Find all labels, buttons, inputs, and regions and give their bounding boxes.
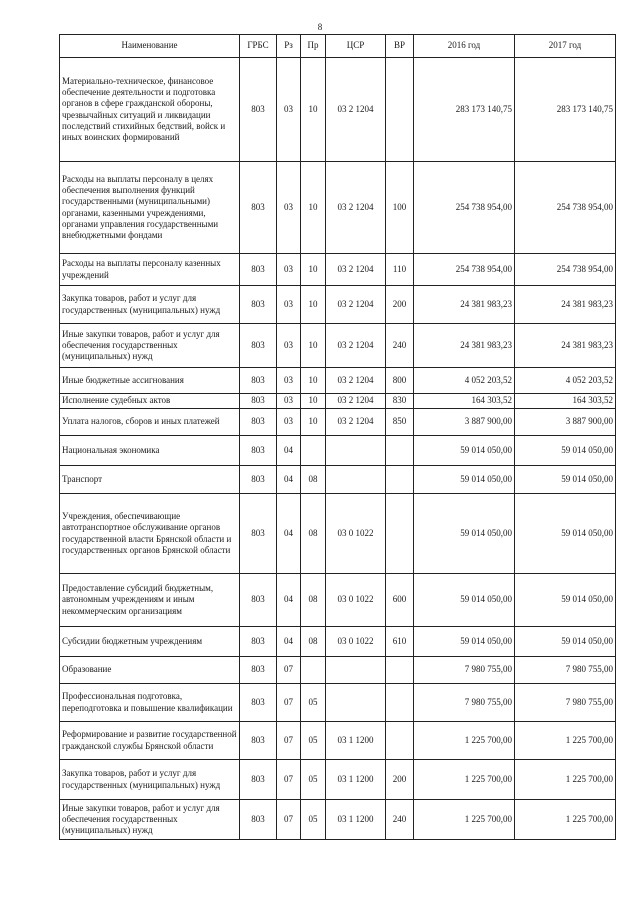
cell-pr: 05 (301, 722, 326, 760)
cell-name: Закупка товаров, работ и услуг для государственных (муниципальных) нужд (60, 286, 240, 324)
table-row (60, 394, 616, 409)
cell-grbs: 803 (240, 286, 277, 324)
cell-name: Транспорт (60, 466, 240, 494)
cell-2016: 7 980 755,00 (414, 684, 515, 722)
table-row (60, 368, 616, 394)
cell-grbs: 803 (240, 627, 277, 657)
cell-2016: 59 014 050,00 (414, 627, 515, 657)
cell-2017: 1 225 700,00 (515, 800, 616, 840)
cell-name: Профессиональная подготовка, переподготовка и повышение квалификации (60, 684, 240, 722)
cell-vr (386, 494, 414, 574)
cell-2017: 1 225 700,00 (515, 722, 616, 760)
cell-name: Образование (60, 657, 240, 684)
cell-name: Учреждения, обеспечивающие автотранспортное обслуживание органов государственной власти Брянской области и государственных органов Брянской области (60, 494, 240, 574)
cell-name: Расходы на выплаты персоналу казенных учреждений (60, 254, 240, 286)
cell-2017: 59 014 050,00 (515, 574, 616, 627)
cell-grbs: 803 (240, 162, 277, 254)
cell-pr (301, 657, 326, 684)
cell-2017: 59 014 050,00 (515, 466, 616, 494)
table-row (60, 657, 616, 684)
cell-name: Исполнение судебных актов (60, 394, 240, 409)
cell-name: Иные бюджетные ассигнования (60, 368, 240, 394)
cell-vr: 240 (386, 324, 414, 368)
cell-grbs: 803 (240, 494, 277, 574)
cell-2016: 59 014 050,00 (414, 436, 515, 466)
cell-2016: 24 381 983,23 (414, 324, 515, 368)
cell-rz: 03 (277, 394, 301, 409)
cell-csr (326, 684, 386, 722)
cell-pr: 10 (301, 394, 326, 409)
cell-2016: 254 738 954,00 (414, 162, 515, 254)
table-row (60, 494, 616, 574)
cell-grbs: 803 (240, 394, 277, 409)
cell-vr: 200 (386, 760, 414, 800)
cell-2017: 254 738 954,00 (515, 162, 616, 254)
cell-rz: 03 (277, 286, 301, 324)
cell-grbs: 803 (240, 324, 277, 368)
cell-2017: 7 980 755,00 (515, 657, 616, 684)
cell-name: Закупка товаров, работ и услуг для государственных (муниципальных) нужд (60, 760, 240, 800)
cell-rz: 03 (277, 409, 301, 436)
cell-2016: 1 225 700,00 (414, 722, 515, 760)
cell-2017: 59 014 050,00 (515, 627, 616, 657)
cell-2016: 59 014 050,00 (414, 574, 515, 627)
cell-vr (386, 657, 414, 684)
cell-csr: 03 2 1204 (326, 286, 386, 324)
page-number: 8 (317, 22, 323, 32)
cell-csr: 03 0 1022 (326, 627, 386, 657)
cell-name: Национальная экономика (60, 436, 240, 466)
header-vr: ВР (386, 35, 414, 58)
cell-csr: 03 2 1204 (326, 368, 386, 394)
table-header-row (60, 35, 616, 58)
table-row (60, 436, 616, 466)
table-row (60, 466, 616, 494)
cell-pr: 08 (301, 627, 326, 657)
cell-2016: 1 225 700,00 (414, 800, 515, 840)
cell-csr: 03 1 1200 (326, 760, 386, 800)
cell-rz: 04 (277, 627, 301, 657)
cell-2017: 1 225 700,00 (515, 760, 616, 800)
cell-name: Материально-техническое, финансовое обеспечение деятельности и подготовка органов в сфере гражданской обороны, чрезвычайных ситуаций и ликвидации последствий стихийных бедствий, войск и иных воинских формирований (60, 58, 240, 162)
cell-name: Реформирование и развитие государственной гражданской службы Брянской области (60, 722, 240, 760)
cell-pr: 05 (301, 800, 326, 840)
cell-csr: 03 2 1204 (326, 324, 386, 368)
cell-rz: 04 (277, 466, 301, 494)
cell-vr: 240 (386, 800, 414, 840)
cell-rz: 03 (277, 368, 301, 394)
cell-vr (386, 58, 414, 162)
header-2017: 2017 год (515, 35, 616, 58)
cell-2017: 59 014 050,00 (515, 494, 616, 574)
cell-grbs: 803 (240, 657, 277, 684)
cell-pr: 10 (301, 324, 326, 368)
cell-2016: 4 052 203,52 (414, 368, 515, 394)
cell-csr: 03 2 1204 (326, 58, 386, 162)
budget-table (59, 34, 616, 840)
cell-grbs: 803 (240, 800, 277, 840)
cell-2017: 59 014 050,00 (515, 436, 616, 466)
cell-pr: 05 (301, 684, 326, 722)
cell-vr (386, 684, 414, 722)
cell-2016: 3 887 900,00 (414, 409, 515, 436)
cell-grbs: 803 (240, 684, 277, 722)
cell-2016: 1 225 700,00 (414, 760, 515, 800)
cell-csr (326, 436, 386, 466)
cell-grbs: 803 (240, 254, 277, 286)
cell-vr (386, 436, 414, 466)
cell-csr: 03 2 1204 (326, 409, 386, 436)
cell-name: Иные закупки товаров, работ и услуг для обеспечения государственных (муниципальных) нужд (60, 324, 240, 368)
cell-pr: 10 (301, 286, 326, 324)
cell-vr: 830 (386, 394, 414, 409)
cell-vr: 850 (386, 409, 414, 436)
table-row (60, 684, 616, 722)
cell-2016: 164 303,52 (414, 394, 515, 409)
cell-rz: 03 (277, 58, 301, 162)
cell-pr: 08 (301, 494, 326, 574)
cell-grbs: 803 (240, 409, 277, 436)
table-row (60, 58, 616, 162)
cell-rz: 07 (277, 800, 301, 840)
cell-csr: 03 2 1204 (326, 394, 386, 409)
cell-vr: 200 (386, 286, 414, 324)
table-row (60, 286, 616, 324)
cell-pr: 10 (301, 254, 326, 286)
cell-rz: 04 (277, 574, 301, 627)
cell-vr: 100 (386, 162, 414, 254)
cell-csr: 03 2 1204 (326, 254, 386, 286)
cell-2016: 24 381 983,23 (414, 286, 515, 324)
cell-2017: 283 173 140,75 (515, 58, 616, 162)
cell-rz: 03 (277, 254, 301, 286)
cell-grbs: 803 (240, 466, 277, 494)
cell-pr: 08 (301, 574, 326, 627)
cell-2017: 24 381 983,23 (515, 286, 616, 324)
cell-2016: 283 173 140,75 (414, 58, 515, 162)
cell-rz: 07 (277, 684, 301, 722)
cell-name: Иные закупки товаров, работ и услуг для обеспечения государственных (муниципальных) нужд (60, 800, 240, 840)
cell-rz: 04 (277, 494, 301, 574)
cell-pr: 10 (301, 368, 326, 394)
cell-2016: 59 014 050,00 (414, 494, 515, 574)
table-row (60, 800, 616, 840)
cell-2017: 24 381 983,23 (515, 324, 616, 368)
cell-csr: 03 0 1022 (326, 494, 386, 574)
cell-rz: 07 (277, 760, 301, 800)
cell-rz: 03 (277, 162, 301, 254)
cell-name: Расходы на выплаты персоналу в целях обеспечения выполнения функций государственными (муниципальными) органами, казенными учреждениями, органами управления государственными внебюджетными фондами (60, 162, 240, 254)
cell-vr: 800 (386, 368, 414, 394)
cell-grbs: 803 (240, 368, 277, 394)
header-grbs: ГРБС (240, 35, 277, 58)
cell-pr: 10 (301, 58, 326, 162)
header-csr: ЦСР (326, 35, 386, 58)
header-rz: Рз (277, 35, 301, 58)
cell-csr: 03 0 1022 (326, 574, 386, 627)
cell-grbs: 803 (240, 722, 277, 760)
cell-grbs: 803 (240, 436, 277, 466)
cell-2016: 7 980 755,00 (414, 657, 515, 684)
table-row (60, 162, 616, 254)
cell-pr: 05 (301, 760, 326, 800)
cell-csr: 03 2 1204 (326, 162, 386, 254)
cell-2017: 7 980 755,00 (515, 684, 616, 722)
table-row (60, 254, 616, 286)
cell-grbs: 803 (240, 760, 277, 800)
cell-grbs: 803 (240, 574, 277, 627)
cell-csr (326, 466, 386, 494)
table-row (60, 324, 616, 368)
cell-vr (386, 722, 414, 760)
cell-pr (301, 436, 326, 466)
cell-csr: 03 1 1200 (326, 722, 386, 760)
header-2016: 2016 год (414, 35, 515, 58)
cell-2017: 4 052 203,52 (515, 368, 616, 394)
cell-2017: 3 887 900,00 (515, 409, 616, 436)
cell-name: Предоставление субсидий бюджетным, автономным учреждениям и иным некоммерческим организациям (60, 574, 240, 627)
cell-name: Субсидии бюджетным учреждениям (60, 627, 240, 657)
cell-rz: 07 (277, 657, 301, 684)
cell-vr (386, 466, 414, 494)
cell-2016: 254 738 954,00 (414, 254, 515, 286)
table-row (60, 627, 616, 657)
header-pr: Пр (301, 35, 326, 58)
cell-pr: 10 (301, 409, 326, 436)
cell-name: Уплата налогов, сборов и иных платежей (60, 409, 240, 436)
cell-csr (326, 657, 386, 684)
cell-rz: 04 (277, 436, 301, 466)
cell-rz: 03 (277, 324, 301, 368)
cell-csr: 03 1 1200 (326, 800, 386, 840)
cell-2017: 254 738 954,00 (515, 254, 616, 286)
cell-vr: 110 (386, 254, 414, 286)
header-name: Наименование (60, 35, 240, 58)
table-row (60, 409, 616, 436)
cell-pr: 08 (301, 466, 326, 494)
table-row (60, 574, 616, 627)
table-row (60, 760, 616, 800)
cell-grbs: 803 (240, 58, 277, 162)
cell-2016: 59 014 050,00 (414, 466, 515, 494)
cell-2017: 164 303,52 (515, 394, 616, 409)
cell-pr: 10 (301, 162, 326, 254)
cell-vr: 610 (386, 627, 414, 657)
table-row (60, 722, 616, 760)
cell-rz: 07 (277, 722, 301, 760)
cell-vr: 600 (386, 574, 414, 627)
